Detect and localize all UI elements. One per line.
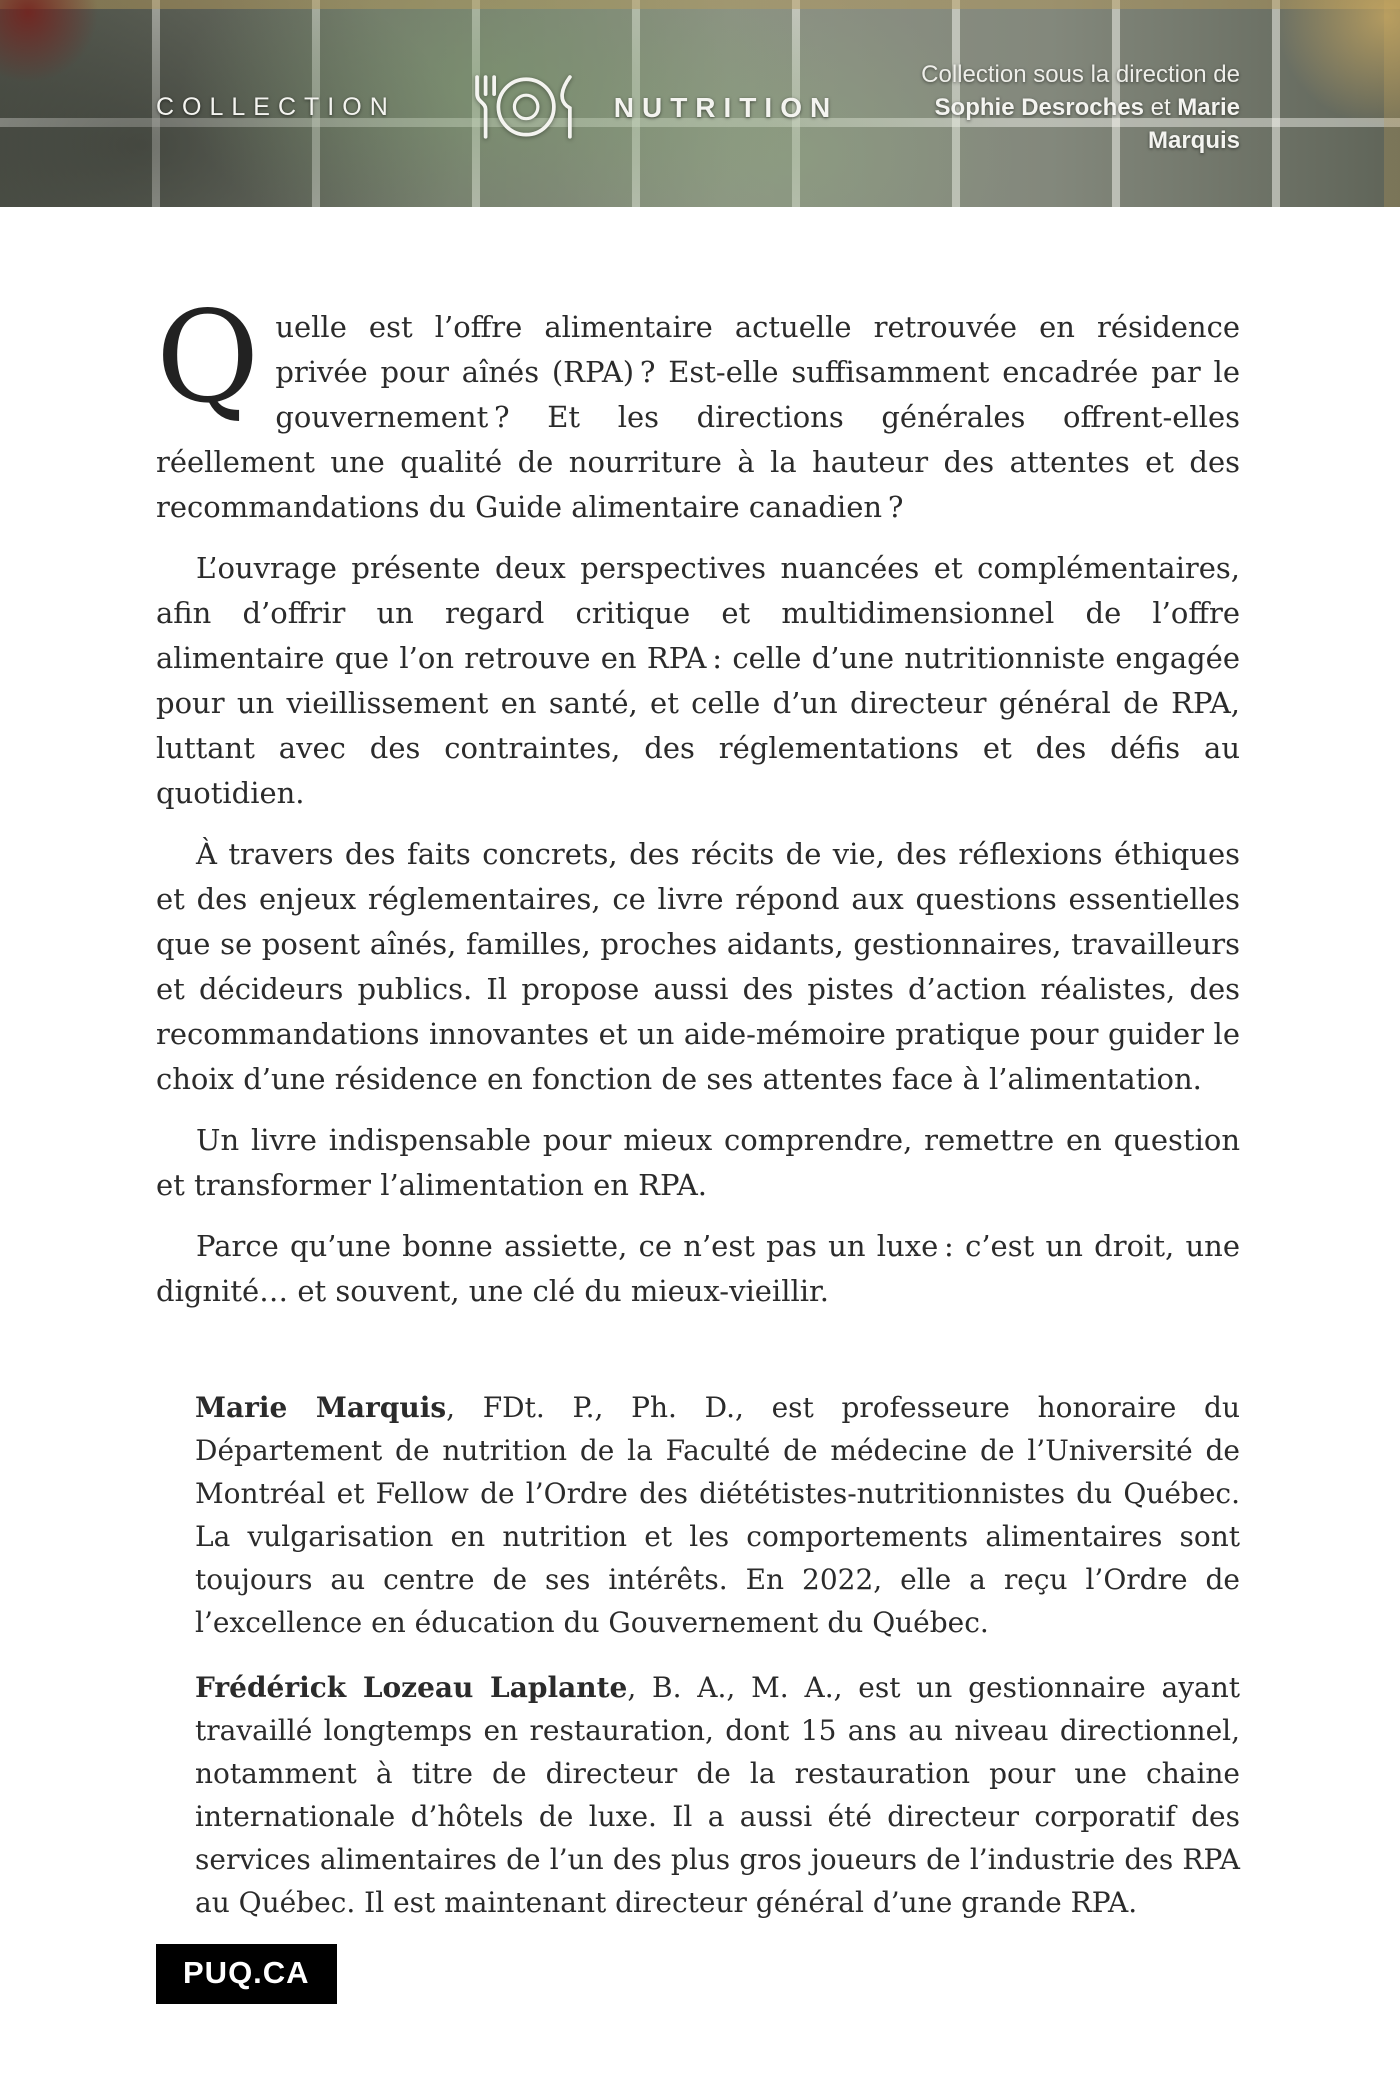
- author-bio-text: , B. A., M. A., est un gestionnaire ayant travaillé longtemps en restauration, dont 15 ans au niveau directionnel, notamment à titre de directeur de la restauration pour une chaine internationale d’hôtels de luxe. Il a aussi été directeur corporatif des services alimentaires de l’un des plus gros joueurs de l’industrie des RPA au Québec. Il est maintenant directeur général d’une grande RPA.: [195, 1671, 1240, 1919]
- bio-frederick-lozeau-laplante: [195, 1666, 1240, 1924]
- author-bios: [195, 1386, 1240, 1924]
- paragraph-4: Un livre indispensable pour mieux comprendre, remettre en question et transformer l’alimentation en RPA.: [156, 1123, 1240, 1202]
- collection-direction: [838, 58, 1240, 157]
- paragraph-5: Parce qu’une bonne assiette, ce n’est pas un luxe : c’est un droit, une dignité… et souvent, une clé du mieux-vieillir.: [156, 1229, 1240, 1308]
- paragraph-2: L’ouvrage présente deux perspectives nuancées et complémentaires, afin d’offrir un regard critique et multidimensionnel de l’offre alimentaire que l’on retrouve en RPA : celle d’une nutritionniste engagée pour un vieillissement en santé, et celle d’un directeur général de RPA, luttant avec des contraintes, des réglementations et des défis au quotidien.: [156, 551, 1240, 810]
- paragraph-intro: [156, 284, 1240, 530]
- paragraph-3: À travers des faits concrets, des récits de vie, des réflexions éthiques et des enjeux réglementaires, ce livre répond aux questions essentielles que se posent aînés, familles, proches aidants, gestionnaires, travailleurs et décideurs publics. Il propose aussi des pistes d’action réalistes, des recommandations innovantes et un aide-mémoire pratique pour guider le choix d’une résidence en fonction de ses attentes face à l’alimentation.: [156, 837, 1240, 1096]
- director-name-1: Sophie Desroches: [934, 94, 1144, 121]
- director-name-2: Marie Marquis: [1147, 94, 1240, 154]
- author-name: Marie Marquis: [195, 1391, 447, 1424]
- direction-line1: Collection sous la direction de: [921, 61, 1240, 88]
- series-name: NUTRITION: [613, 91, 839, 123]
- author-bio-text: , FDt. P., Ph. D., est professeure honoraire du Département de nutrition de la Faculté de médecine de l’Université de Montréal et Fellow de l’Ordre des diététistes-nutritionnistes du Québec. La vulgarisation en nutrition et les comportements alimentaires sont toujours au centre de ses intérêts. En 2022, elle a reçu l’Ordre de l’excellence en éducation du Gouvernement du Québec.: [195, 1391, 1240, 1639]
- paragraph-intro-text: uelle est l’offre alimentaire actuelle retrouvée en résidence privée pour aînés (RPA) ? Est-elle suffisamment encadrée par le gouvernement ? Et les directions générales offrent-elles réellement une qualité de nourriture à la hauteur des attentes et des recommandations du Guide alimentaire canadien ?: [156, 310, 1240, 524]
- direction-line2: [838, 91, 1240, 157]
- direction-et: et: [1143, 94, 1178, 121]
- publisher-site-badge: PUQ.CA: [156, 1944, 337, 2004]
- author-name: Frédérick Lozeau Laplante: [195, 1671, 628, 1704]
- collection-label: COLLECTION: [156, 93, 396, 121]
- back-cover-copy: [156, 207, 1240, 1924]
- dropcap-q: Q: [156, 284, 260, 431]
- fork-plate-knife-icon: [460, 70, 588, 146]
- banner-row: [156, 58, 1240, 157]
- header-banner: [0, 0, 1400, 207]
- bio-marie-marquis: [195, 1386, 1240, 1644]
